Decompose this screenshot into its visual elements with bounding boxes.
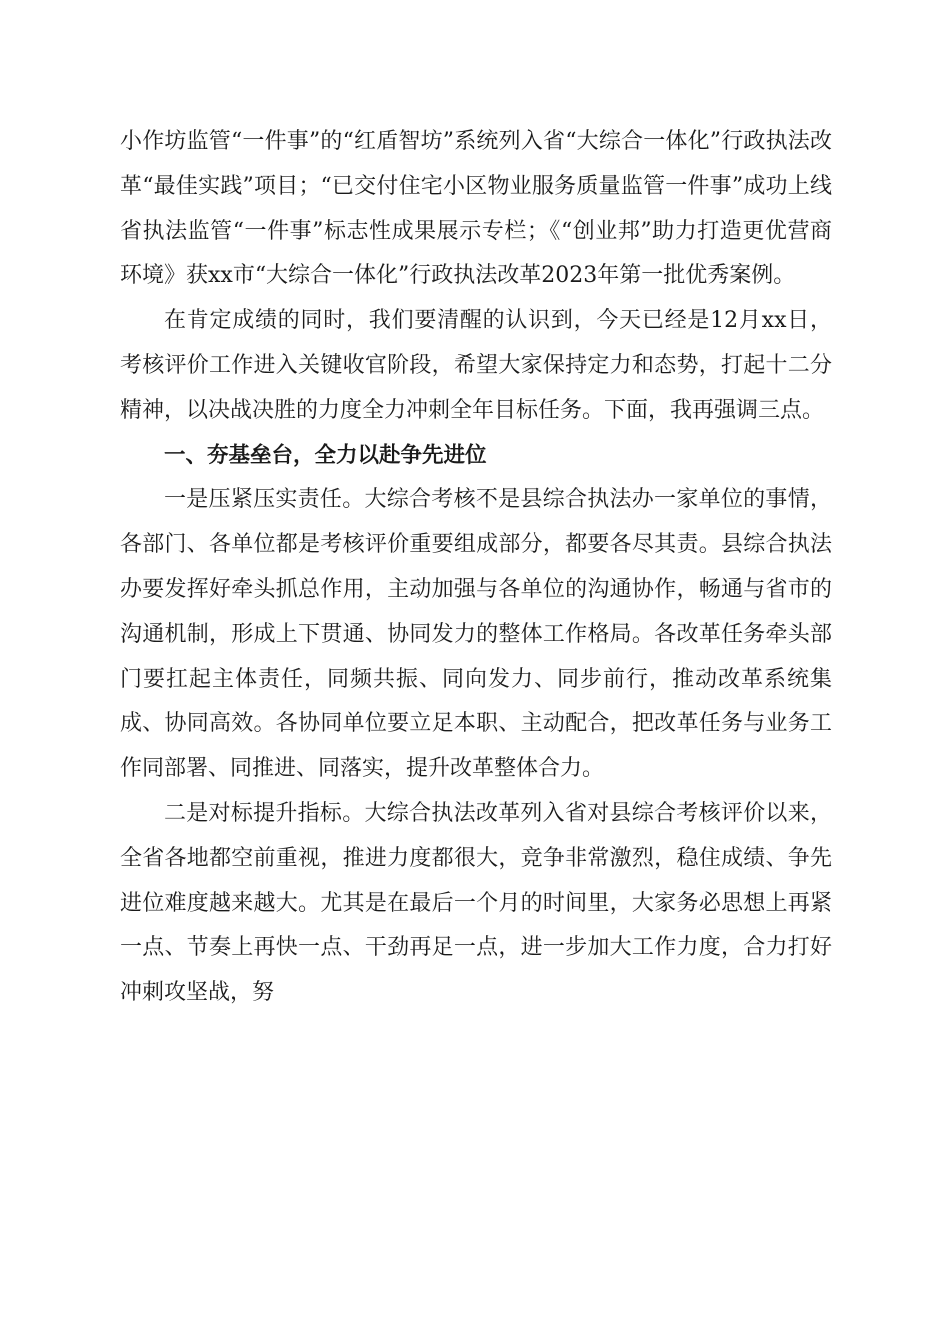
paragraph-lead-indicators: 二是对标提升指标。 <box>164 800 365 826</box>
section-heading-1: 一、夯基垒台，全力以赴争先进位 <box>164 442 487 468</box>
paragraph-indicators <box>120 792 832 1016</box>
paragraph-body-responsibility: 大综合考核不是县综合执法办一家单位的事情，各部门、各单位都是考核评价重要组成部分，都要各尽其责。县综合执法办要发挥好牵头抓总作用，主动加强与各单位的沟通协作，畅通与省市的沟通机制，形成上下贯通、协同发力的整体工作格局。各改革任务牵头部门要扛起主体责任，同频共振、同向发力、同步前行，推动改革系统集成、协同高效。各协同单位要立足本职、主动配合，把改革任务与业务工作同部署、同推进、同落实，提升改革整体合力。 <box>120 487 832 782</box>
paragraph-responsibility <box>120 478 832 792</box>
document-body <box>120 120 832 1016</box>
paragraph-body-indicators: 大综合执法改革列入省对县综合考核评价以来，全省各地都空前重视，推进力度都很大，竞争非常激烈，稳住成绩、争先进位难度越来越大。尤其是在最后一个月的时间里，大家务必思想上再紧一点、节奏上再快一点、干劲再足一点，进一步加大工作力度，合力打好冲刺攻坚战，努 <box>120 800 832 1006</box>
paragraph-lead-responsibility: 一是压紧压实责任。 <box>164 487 365 513</box>
paragraph-achievements: 小作坊监管“一件事”的“红盾智坊”系统列入省“大综合一体化”行政执法改革“最佳实践”项目；“已交付住宅小区物业服务质量监管一件事”成功上线省执法监管“一件事”标志性成果展示专栏；《“创业邦”助力打造更优营商环境》获xx市“大综合一体化”行政执法改革2023年第一批优秀案例。 <box>120 129 832 289</box>
paragraph-transition: 在肯定成绩的同时，我们要清醒的认识到，今天已经是12月xx日，考核评价工作进入关键收官阶段，希望大家保持定力和态势，打起十二分精神，以决战决胜的力度全力冲刺全年目标任务。下面，我再强调三点。 <box>120 308 832 423</box>
